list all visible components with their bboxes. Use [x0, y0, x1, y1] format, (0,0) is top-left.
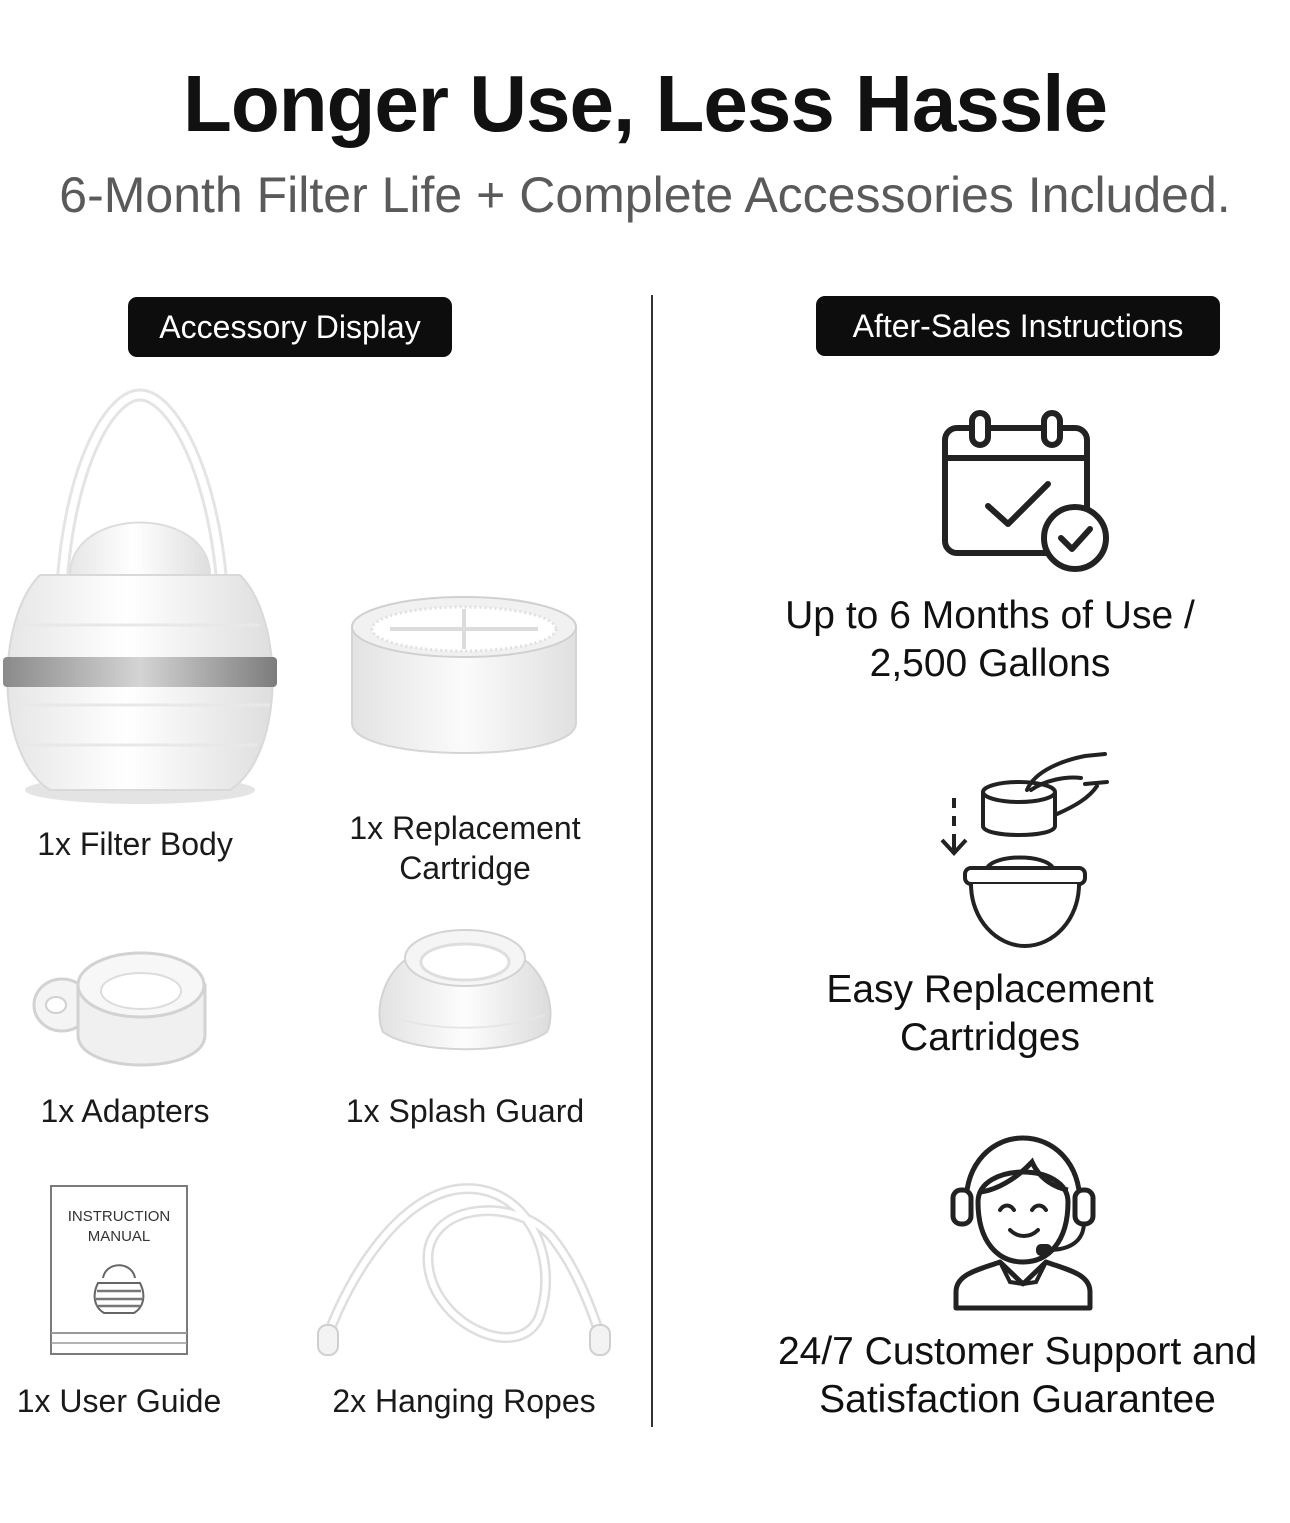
splash-guard-image [375, 920, 555, 1050]
manual-cover-line-1: INSTRUCTION [67, 1208, 171, 1225]
label-hanging-ropes: 2x Hanging Ropes [332, 1383, 596, 1419]
label-adapters: 1x Adapters [40, 1093, 210, 1129]
feature-easy-replacement-line-2: Cartridges [900, 1016, 1080, 1059]
column-divider [651, 295, 653, 1427]
page-title: Longer Use, Less Hassle [182, 59, 1108, 148]
feature-customer-support [745, 1328, 1290, 1424]
label-filter-body: 1x Filter Body [37, 826, 233, 862]
adapter-image [30, 945, 210, 1070]
accessory-display-heading: Accessory Display [128, 297, 452, 357]
customer-support-icon [948, 1132, 1098, 1312]
label-splash-guard: 1x Splash Guard [345, 1093, 585, 1129]
feature-filter-life-line-2: 2,500 Gallons [869, 642, 1111, 685]
feature-customer-support-line-1: 24/7 Customer Support and [777, 1330, 1258, 1373]
feature-filter-life [670, 592, 1290, 688]
calendar-check-icon [940, 408, 1115, 573]
label-user-guide: 1x User Guide [16, 1383, 222, 1419]
feature-customer-support-line-2: Satisfaction Guarantee [819, 1378, 1216, 1421]
cartridge-image [350, 595, 580, 755]
after-sales-heading: After-Sales Instructions [816, 296, 1220, 356]
manual-cover-text [48, 1207, 190, 1247]
filter-body-image [0, 385, 290, 815]
manual-cover-line-2: MANUAL [87, 1228, 151, 1245]
feature-easy-replacement-line-1: Easy Replacement [826, 968, 1154, 1011]
cartridge-replace-icon [935, 750, 1115, 950]
rope-image [310, 1175, 620, 1370]
feature-filter-life-line-1: Up to 6 Months of Use / [785, 594, 1195, 637]
page-subtitle: 6-Month Filter Life + Complete Accessories Included. [59, 167, 1231, 223]
label-replacement-cartridge: 1x Replacement Cartridge [349, 810, 581, 886]
feature-easy-replacement [670, 966, 1290, 1062]
